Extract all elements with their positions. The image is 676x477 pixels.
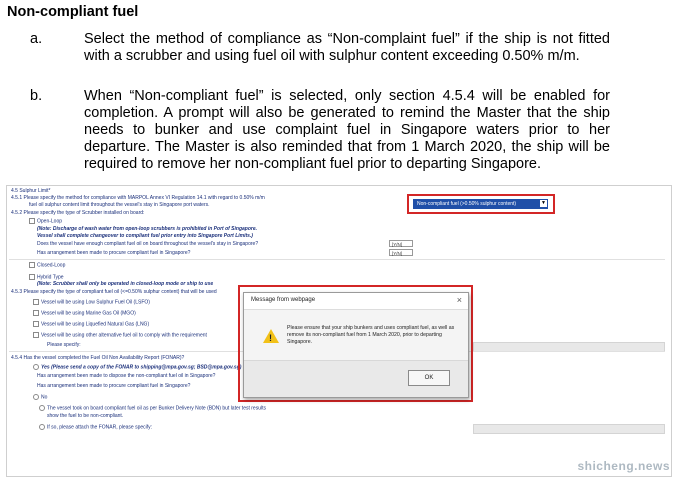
yn-select-enough-fuel[interactable]: [Y/N] [389, 240, 413, 247]
divider [9, 259, 665, 260]
option-bdn-cont: show the fuel to be non-compliant. [47, 413, 124, 419]
form-section-title: 4.5 Sulphur Limit* [11, 188, 51, 194]
please-specify-label: Please specify: [47, 342, 81, 348]
option-mgo[interactable]: Vessel will be using Marine Gas Oil (MGO) [33, 310, 136, 316]
option-no[interactable]: No [33, 394, 47, 400]
checkbox-icon[interactable] [33, 321, 39, 327]
dialog-titlebar [244, 293, 468, 310]
option-attach-fonar[interactable]: If so, please attach the FONAR, please specify: [39, 424, 152, 430]
dialog-footer [244, 360, 468, 397]
form-q453: 4.5.3 Please specify the type of compliant fuel oil (<=0.50% sulphur content) that will be used [11, 289, 217, 295]
checkbox-icon[interactable] [33, 332, 39, 338]
dialog-message: Please ensure that your ship bunkers and uses compliant fuel, as well as remove its non-compliant fuel from 1 March 2020, prior to departing Singapore. [287, 325, 455, 345]
note-hybrid: (Note: Scrubber shall only be operated in closed-loop mode or ship to use [37, 281, 214, 287]
option-closed-loop[interactable]: Closed-Loop [29, 262, 65, 268]
compliance-method-select[interactable] [413, 199, 548, 209]
form-q-dispose: Has arrangement been made to dispose the non-compliant fuel oil in Singapore? [37, 373, 216, 379]
item-a-text: Select the method of compliance as “Non-complaint fuel” if the ship is not fitted with a scrubber and using fuel oil with sulphur content exceeding 0.50% m/m. [84, 31, 610, 64]
option-yes-fonar[interactable]: Yes (Please send a copy of the FONAR to shipping@mpa.gov.sg; BSD@mpa.gov.sg) [33, 364, 241, 370]
radio-icon[interactable] [33, 394, 39, 400]
option-alternative[interactable]: Vessel will be using other alternative fuel oil to comply with the requirement [33, 332, 207, 338]
checkbox-icon[interactable] [29, 218, 35, 224]
radio-icon[interactable] [33, 364, 39, 370]
radio-icon[interactable] [39, 424, 45, 430]
exclamation-icon: ! [269, 333, 272, 343]
chevron-down-icon[interactable]: ▼ [541, 200, 546, 206]
form-q-procure-2: Has arrangement been made to procure compliant fuel in Singapore? [37, 383, 191, 389]
note-open-loop: (Note: Discharge of wash water from open-loop scrubbers is prohibited in Port of Singapore. [37, 226, 258, 232]
note-open-loop-cont: Vessel shall complete changeover to compliant fuel prior entry into Singapore Port Limits.) [37, 233, 253, 239]
item-b-letter: b. [30, 88, 43, 104]
option-bdn[interactable]: The vessel took on board compliant fuel oil as per Bunker Delivery Note (BDN) but later test results [39, 405, 266, 411]
checkbox-icon[interactable] [33, 299, 39, 305]
form-q-procure: Has arrangement been made to procure compliant fuel in Singapore? [37, 250, 191, 256]
yn-select-procure[interactable]: [Y/N] [389, 249, 413, 256]
item-a-letter: a. [30, 31, 43, 47]
option-lng[interactable]: Vessel will be using Liquefied Natural Gas (LNG) [33, 321, 149, 327]
section-heading: Non-compliant fuel [7, 4, 139, 20]
option-hybrid[interactable]: Hybrid Type [29, 274, 64, 280]
ok-button[interactable]: OK [408, 370, 450, 386]
form-q451: 4.5.1 Please specify the method for compliance with MARPOL Annex VI Regulation 14.1 with regard to 0.50% m/m [11, 195, 265, 201]
attach-fonar-input[interactable] [473, 424, 665, 434]
radio-icon[interactable] [39, 405, 45, 411]
item-b-text: When “Non-compliant fuel” is selected, only section 4.5.4 will be enabled for completion. A prompt will also be generated to remind the Master that the ship needs to bunker and use complaint fuel in Singapore waters prior to her departure. The Master is also reminded that from 1 March 2020, the ship will be required to remove her non-compliant fuel prior to departing Singapore. [84, 88, 610, 172]
form-q454: 4.5.4 Has the vessel completed the Fuel Oil Non Availability Report (FONAR)? [11, 355, 185, 361]
option-open-loop[interactable]: Open-Loop [29, 218, 62, 224]
message-dialog [243, 292, 469, 398]
dialog-title: Message from webpage [251, 297, 316, 303]
form-screenshot [6, 185, 672, 477]
form-q451-cont: fuel oil sulphur content limit throughout the vessel's stay in Singapore port waters. [29, 202, 210, 208]
option-lsfo[interactable]: Vessel will be using Low Sulphur Fuel Oil (LSFO) [33, 299, 150, 305]
checkbox-icon[interactable] [29, 262, 35, 268]
form-q-enough-fuel: Does the vessel have enough compliant fuel oil on board throughout the vessel's stay in Singapore? [37, 241, 259, 247]
compliance-method-value: Non-compliant fuel (>0.50% sulphur content) [417, 201, 517, 207]
checkbox-icon[interactable] [33, 310, 39, 316]
watermark: shicheng.news [577, 459, 670, 473]
form-q452: 4.5.2 Please specify the type of Scrubber installed on board: [11, 210, 145, 216]
checkbox-icon[interactable] [29, 274, 35, 280]
close-icon[interactable]: × [456, 295, 462, 305]
